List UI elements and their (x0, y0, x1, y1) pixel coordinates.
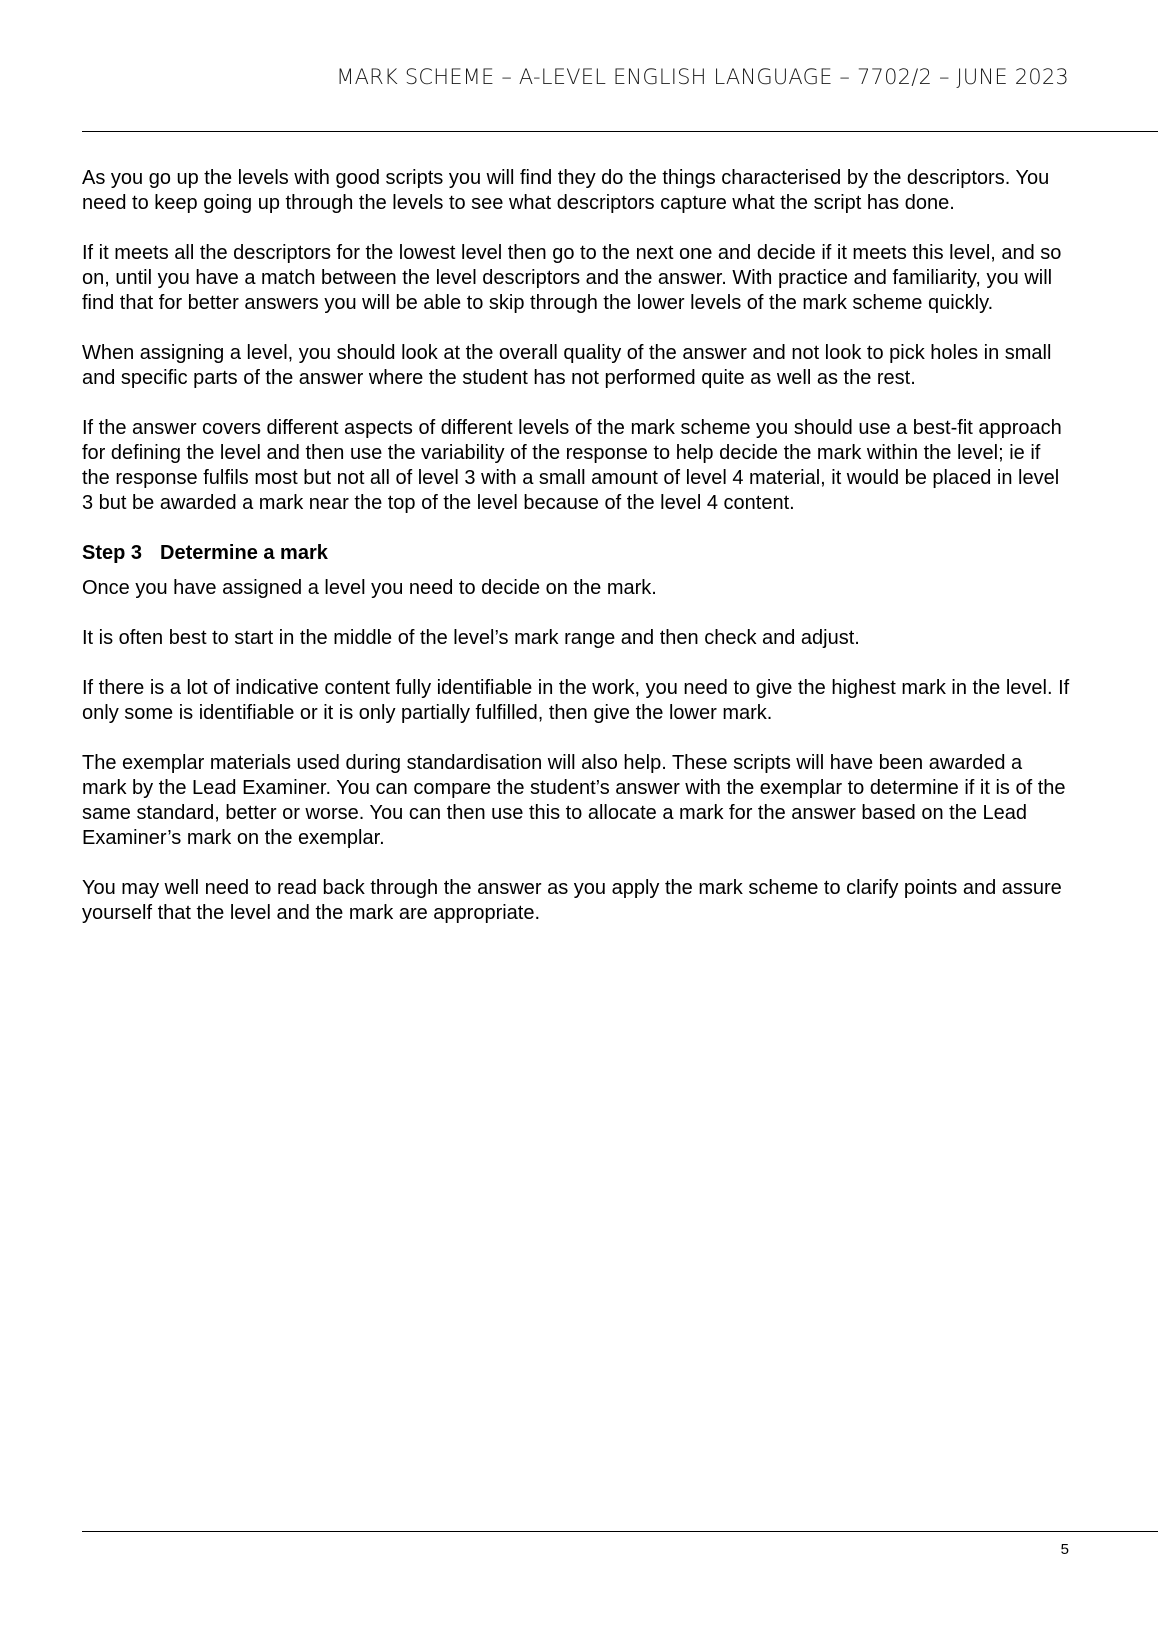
header-divider (82, 131, 1158, 132)
header-title: MARK SCHEME – A-LEVEL ENGLISH LANGUAGE – 7702/2 – JUNE 2023 (336, 65, 1069, 89)
paragraph: You may well need to read back through the answer as you apply the mark scheme to clarify points and assure yourself that the level and the mark are appropriate. (82, 877, 1062, 924)
paragraph: It is often best to start in the middle of the level’s mark range and then check and adjust. (82, 627, 860, 649)
paragraph: If there is a lot of indicative content fully identifiable in the work, you need to give the highest mark in the level. If only some is identifiable or it is only partially fulfilled, then give the lower mark. (82, 677, 1070, 724)
page-content (82, 166, 1072, 951)
paragraph: As you go up the levels with good scripts you will find they do the things characterised by the descriptors. You need to keep going up through the levels to see what descriptors capture what the script has done. (82, 167, 1050, 214)
step-title: Determine a mark (160, 542, 328, 564)
footer-divider (82, 1531, 1158, 1532)
page-number: 5 (1060, 1541, 1069, 1558)
step-heading (82, 541, 1072, 566)
paragraph: When assigning a level, you should look at the overall quality of the answer and not look to pick holes in small and specific parts of the answer where the student has not performed quite as well as the rest. (82, 342, 1052, 389)
paragraph: If it meets all the descriptors for the lowest level then go to the next one and decide if it meets this level, and so on, until you have a match between the level descriptors and the answer. With practice and familiarity, you will find that for better answers you will be able to skip through the lower levels of the mark scheme quickly. (82, 242, 1062, 314)
paragraph: The exemplar materials used during standardisation will also help. These scripts will have been awarded a mark by the Lead Examiner. You can compare the student’s answer with the exemplar to determine if it is of the same standard, better or worse. You can then use this to allocate a mark for the answer based on the Lead Examiner’s mark on the exemplar. (82, 752, 1066, 849)
paragraph: If the answer covers different aspects of different levels of the mark scheme you should use a best-fit approach for defining the level and then use the variability of the response to help decide the mark within the level; ie if the response fulfils most but not all of level 3 with a small amount of level 4 material, it would be placed in level 3 but be awarded a mark near the top of the level because of the level 4 content. (82, 417, 1062, 514)
paragraph: Once you have assigned a level you need to decide on the mark. (82, 577, 657, 599)
step-number: Step 3 (82, 542, 143, 564)
